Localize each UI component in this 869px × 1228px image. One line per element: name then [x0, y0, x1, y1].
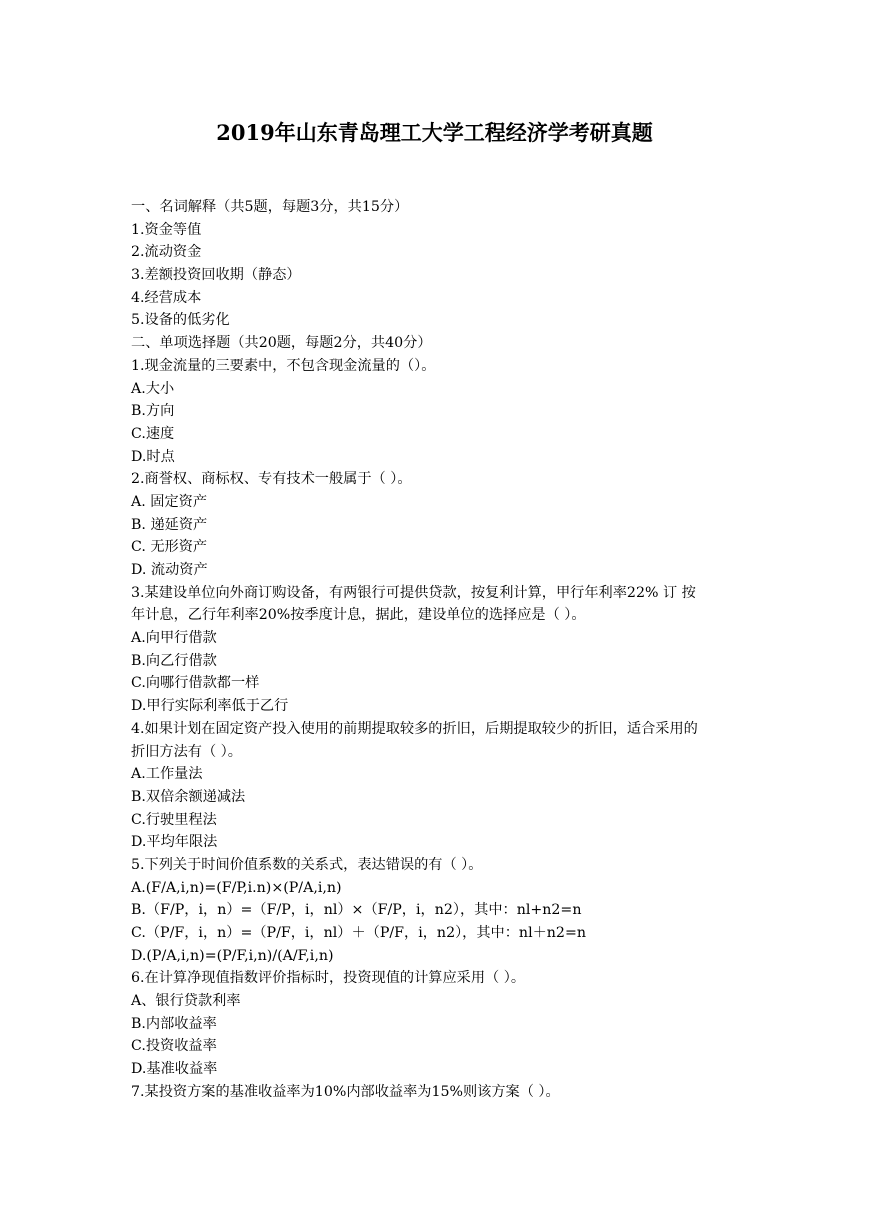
text-line: 5.下列关于时间价值系数的关系式，表达错误的有（ ）。 [131, 856, 483, 873]
text-line: 折旧方法有（ ）。 [131, 743, 242, 760]
text-line: B.双倍余额递减法 [131, 788, 246, 805]
text-line: D.基准收益率 [131, 1061, 218, 1078]
text-line: A.向甲行借款 [131, 630, 217, 647]
text-line: 2.流动资金 [131, 244, 202, 261]
text-line: 年计息，乙行年利率20%按季度计息，据此，建设单位的选择应是（ ）。 [131, 607, 586, 624]
text-line: D.时点 [131, 448, 175, 465]
text-line: B.向乙行借款 [131, 652, 217, 669]
text-line: 一、名词解释（共5题，每题3分，共15分） [131, 199, 409, 215]
text-line: D. 流动资产 [131, 562, 208, 578]
text-line: D.平均年限法 [131, 834, 218, 851]
text-line: C. 无形资产 [131, 539, 208, 556]
text-line: 5.设备的低劣化 [131, 312, 230, 329]
page-title: 2019年山东青岛理工大学工程经济学考研真题 [216, 120, 653, 145]
text-line: 4.如果计划在固定资产投入使用的前期提取较多的折旧，后期提取较少的折旧，适合采用的 [131, 720, 698, 737]
text-line: C.投资收益率 [131, 1038, 217, 1055]
text-line: 3.某建设单位向外商订购设备，有两银行可提供贷款，按复利计算，甲行年利率22% 订 按 [131, 584, 696, 601]
text-line: A.工作量法 [131, 766, 203, 783]
text-line: C.速度 [131, 425, 175, 442]
text-line: A.大小 [131, 380, 175, 397]
text-line: B.内部收益率 [131, 1015, 217, 1032]
text-line: C.行驶里程法 [131, 811, 217, 828]
text-line: 3.差额投资回收期（静态） [131, 267, 301, 284]
text-line: C.向哪行借款都一样 [131, 675, 260, 692]
text-line: D.甲行实际利率低于乙行 [131, 698, 289, 715]
text-line: A.(F/A,i,n)=(F/P,i.n)×(P/A,i,n) [131, 879, 342, 896]
document-body [131, 196, 741, 1104]
text-line: C.（P/F，i，n）=（P/F，i，nl）＋（P/F，i，n2），其中：nl＋n2=n [131, 925, 586, 941]
text-line: 4.经营成本 [131, 289, 202, 306]
text-line: 二、单项选择题（共20题，每题2分，共40分） [131, 335, 432, 352]
text-line: 1.现金流量的三要素中，不包含现金流量的（）。 [131, 357, 436, 374]
text-line: A. 固定资产 [131, 493, 208, 510]
text-line: B. 递延资产 [131, 516, 208, 533]
text-line: 7.某投资方案的基准收益率为10%内部收益率为15%则该方案（ ）。 [131, 1083, 560, 1100]
text-line: 1.资金等值 [131, 221, 202, 238]
text-line: A、银行贷款利率 [131, 993, 241, 1010]
text-line: B.（F/P，i，n）=（F/P，i，nl）×（F/P，i，n2），其中：nl+n2=n [131, 902, 582, 919]
text-line: B.方向 [131, 403, 175, 420]
text-line: 6.在计算净现值指数评价指标时，投资现值的计算应采用（ ）。 [131, 970, 526, 987]
text-line: 2.商誉权、商标权、专有技术一般属于（ ）。 [131, 471, 412, 488]
text-line: D.(P/A,i,n)=(P/F,i,n)/(A/F,i,n) [131, 947, 334, 964]
